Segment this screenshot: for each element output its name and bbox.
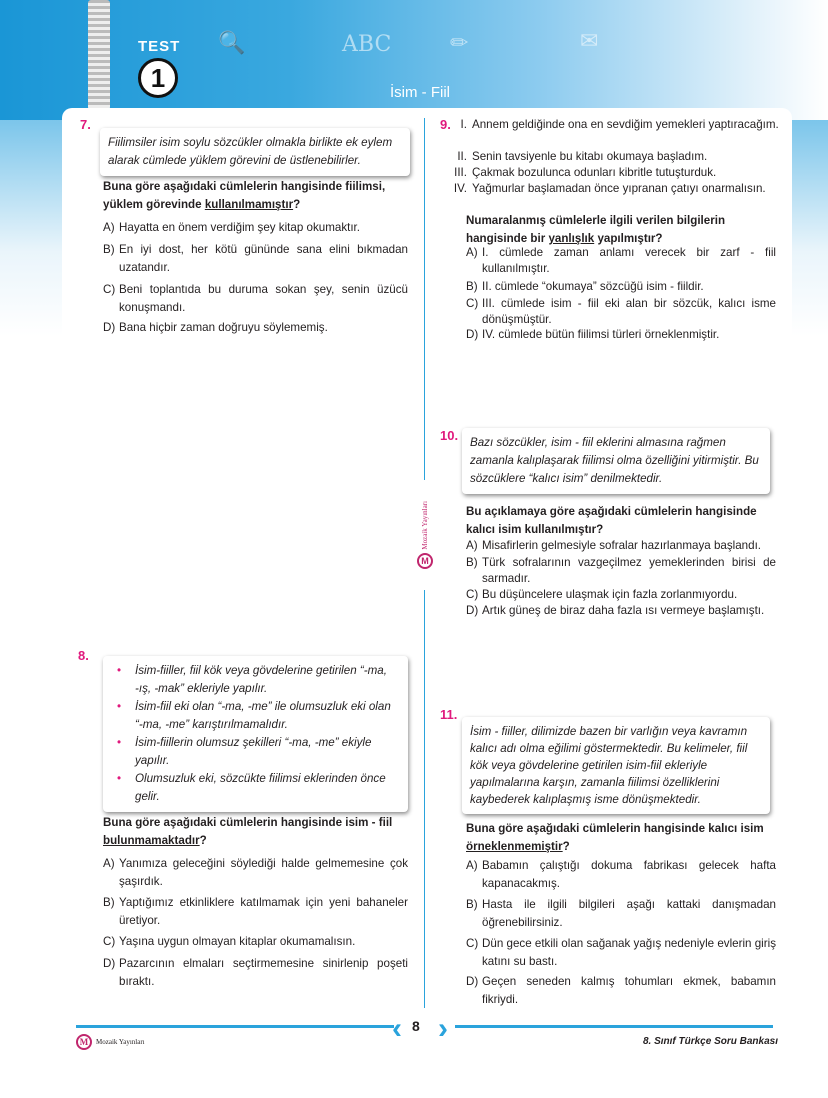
statement-iv: IV. Yağmurlar başlamadan önce yıpranan çatıyı onarmalısın. <box>453 182 766 195</box>
book-title: 8. Sınıf Türkçe Soru Bankası <box>642 1036 778 1047</box>
answer-option-c[interactable]: C) Yaşına uygun olmayan kitaplar okumamalısın. <box>103 935 356 948</box>
answer-option-a[interactable]: A) Hayatta en önem verdiğim şey kitap okumaktır. <box>103 221 361 234</box>
header-banner <box>0 0 828 120</box>
bullet-item: • İsim-fiillerin olumsuz şekilleri “-ma, -me” ekiyle yapılır. <box>117 736 372 767</box>
question-stem: Numaralanmış cümlelerle ilgili verilen bilgilerin hangisinde bir yanlışlık yapılmıştır? <box>466 214 726 245</box>
page-number: 8 <box>412 1018 420 1034</box>
test-number-badge: 1 <box>138 58 178 98</box>
answer-option-b[interactable]: B) En iyi dost, her kötü gününde sana elini bıkmadan uzatandır. <box>103 243 408 274</box>
info-box <box>103 656 408 812</box>
answer-option-d[interactable]: D) Bana hiçbir zaman doğruyu söylememiş. <box>103 321 328 334</box>
topic-title: İsim - Fiil <box>390 84 450 101</box>
footer-line-right <box>455 1025 773 1028</box>
answer-option-b[interactable]: B) Yaptığımız etkinliklere katılmamak için yeni bahaneler üretiyor. <box>103 896 408 927</box>
question-stem: Buna göre aşağıdaki cümlelerin hangisinde fiilimsi, yüklem görevinde kullanılmamıştır? <box>103 180 386 211</box>
chevron-right-icon: › <box>438 1012 448 1045</box>
info-box: Bazı sözcükler, isim - fiil eklerini almasına rağmen zamanla kalıplaşarak fiilimsi olma özelliğini yitirmiştir. Bu sözcüklere “kalıcı isim” denilmektedir. <box>462 428 770 494</box>
bag-icon: ✉ <box>580 28 599 53</box>
question-number: 8. <box>78 648 89 663</box>
answer-option-c[interactable]: C) Dün gece etkili olan sağanak yağış nedeniyle evlerin giriş katını su bastı. <box>466 937 776 968</box>
answer-option-d[interactable]: D) Artık güneş de biraz daha fazla ısı vermeye başlamıştı. <box>466 604 765 617</box>
answer-option-b[interactable]: B) Hasta ile ilgili bilgileri aşağı kattaki danışmadan öğrenebilirsiniz. <box>466 898 776 929</box>
answer-option-c[interactable]: C) Beni toplantıda bu duruma sokan şey, senin üzücü konuşmandı. <box>103 283 408 314</box>
question-stem: Bu açıklamaya göre aşağıdaki cümlelerin hangisinde kalıcı isim kullanılmıştır? <box>466 505 757 536</box>
question-number: 9. <box>440 117 451 132</box>
info-box: İsim - fiiller, dilimizde bazen bir varlığın veya kavramın kalıcı adı olma eğilimi göstermektedir. Bu kelimeler, fiil kök veya gövdelerine getirilen isim-fiil ekleriyle yapılmalarına karşın, zamanla fiilimsi özelliklerini kaybederek kalıplaşmış isme dönüşmektedir. <box>462 717 770 814</box>
publisher-side-logo <box>413 480 437 590</box>
question-stem: Buna göre aşağıdaki cümlelerin hangisinde isim - fiil bulunmamaktadır? <box>103 816 393 847</box>
answer-option-a[interactable]: A) Yanımıza geleceğini söylediği halde gelmemesine çok şaşırdık. <box>103 857 408 888</box>
question-number: 11. <box>440 707 458 722</box>
question-stem: Buna göre aşağıdaki cümlelerin hangisinde kalıcı isim örneklenmemiştir? <box>466 822 764 853</box>
statement-i: I. Annem geldiğinde ona en sevdiğim yemekleri yaptıracağım. <box>460 118 779 131</box>
answer-option-d[interactable]: D) IV. cümlede bütün fiilimsi türleri örneklenmiştir. <box>466 328 720 341</box>
mozaik-logo-icon: M <box>417 553 433 569</box>
chevron-left-icon: ‹ <box>392 1012 402 1045</box>
answer-option-d[interactable]: D) Pazarcının elmaları seçtirmemesine sinirlenip poşeti bıraktı. <box>103 957 408 988</box>
bullet-item: • İsim-fiil eki olan “-ma, -me” ile olumsuzluk eki olan “-ma, -me” karıştırılmamalıdır. <box>117 700 391 731</box>
pencil-icon: ✏ <box>450 30 469 55</box>
answer-option-a[interactable]: A) Misafirlerin gelmesiyle sofralar hazırlanmaya başlandı. <box>466 539 762 552</box>
abc-decoration: ABC <box>342 32 392 57</box>
zipper-decoration <box>88 0 110 110</box>
statement-iii: III. Çakmak bozulunca odunları kibritle tutuşturduk. <box>454 166 717 179</box>
answer-option-b[interactable]: B) II. cümlede “okumaya” sözcüğü isim - fiildir. <box>466 280 704 293</box>
answer-option-b[interactable]: B) Türk sofralarının vazgeçilmez yemeklerinden birisi de sarmadır. <box>466 556 776 585</box>
answer-option-c[interactable]: C) Bu düşüncelere ulaşmak için fazla zorlanmıyordu. <box>466 588 738 601</box>
bullet-item: • İsim-fiiller, fiil kök veya gövdelerine getirilen “-ma, -ış, -mak” ekleriyle yapılır. <box>117 664 387 695</box>
answer-option-a[interactable]: A) Babamın çalıştığı dokuma fabrikası gelecek hafta kapanacakmış. <box>466 859 776 890</box>
publisher-side-name: Mozaik Yayınları <box>421 500 429 550</box>
statement-ii: II. Senin tavsiyenle bu kitabı okumaya başladım. <box>457 150 708 163</box>
mozaik-logo-icon: M <box>76 1034 92 1050</box>
question-number: 7. <box>80 117 91 132</box>
answer-option-a[interactable]: A) I. cümlede zaman anlamı verecek bir zarf - fiil kullanılmıştır. <box>466 246 776 275</box>
magnifier-icon: 🔍 <box>218 30 246 55</box>
test-label: TEST <box>138 38 181 55</box>
answer-option-d[interactable]: D) Geçen seneden kalmış tohumları ekmek, babamın fikriydi. <box>466 975 776 1006</box>
footer-publisher: M Mozaik Yayınları <box>76 1034 145 1050</box>
answer-option-c[interactable]: C) III. cümlede isim - fiil eki alan bir sözcük, kalıcı isme dönüşmüştür. <box>466 297 776 326</box>
footer-line-left <box>76 1025 394 1028</box>
bullet-item: • Olumsuzluk eki, sözcükte fiilimsi eklerinden önce gelir. <box>117 772 386 803</box>
info-box: Fiilimsiler isim soylu sözcükler olmakla birlikte ek eylem alarak cümlede yüklem görevini de üstlenebilirler. <box>100 128 410 176</box>
question-number: 10. <box>440 428 459 443</box>
